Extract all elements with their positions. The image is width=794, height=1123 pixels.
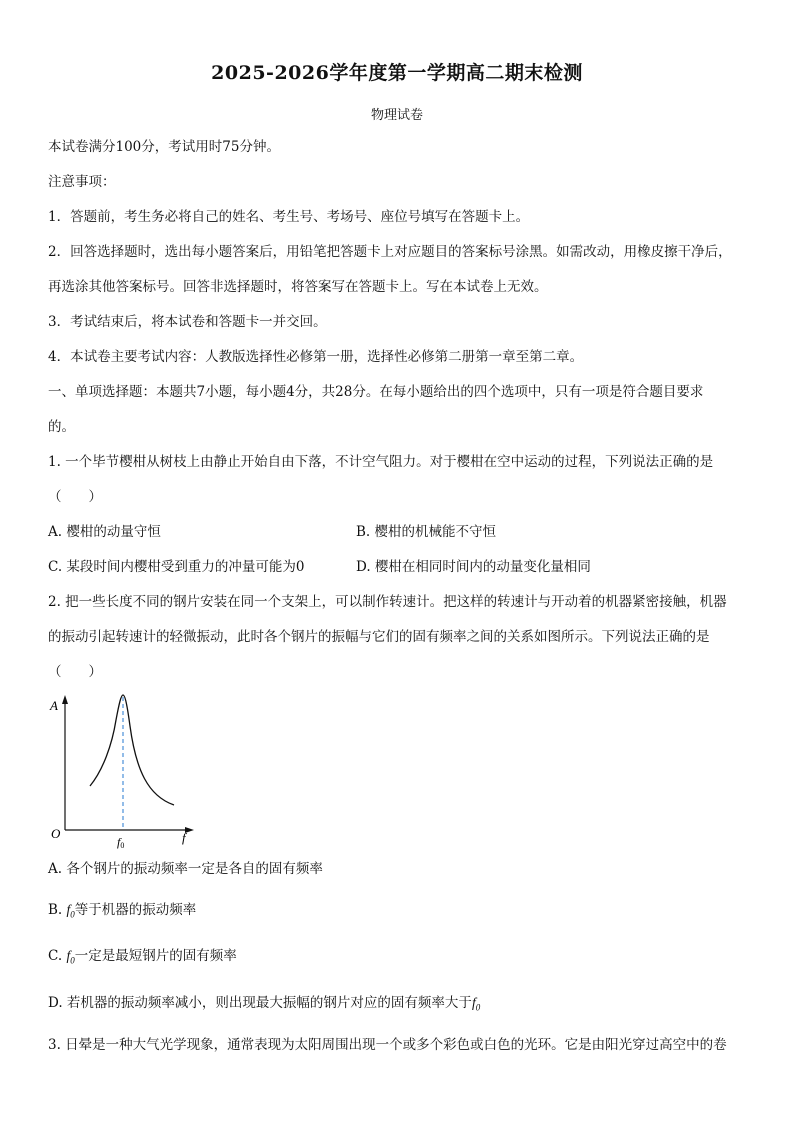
y-axis-arrow bbox=[62, 695, 68, 704]
q2-option-c-text: 一定是最短钢片的固有频率 bbox=[74, 948, 237, 964]
f0-symbol: $f_0$ bbox=[66, 948, 75, 966]
peak-label-f: f bbox=[117, 835, 121, 849]
exam-title: 2025-2026学年度第一学期高二期末检测 bbox=[211, 62, 583, 84]
q1-option-b: B. 樱柑的机械能不守恒 bbox=[356, 524, 497, 540]
q2-option-b-text: 等于机器的振动频率 bbox=[74, 902, 197, 918]
score-line: 本试卷满分100分，考试用时75分钟。 bbox=[48, 139, 280, 155]
q2-option-a: A. 各个钢片的振动频率一定是各自的固有频率 bbox=[48, 861, 323, 877]
peak-label-sub: 0 bbox=[120, 841, 125, 850]
q1-option-c: C. 某段时间内樱柑受到重力的冲量可能为0 bbox=[48, 559, 305, 575]
q2-option-b-prefix: B. bbox=[48, 902, 67, 918]
q1-option-a: A. 樱柑的动量守恒 bbox=[48, 524, 161, 540]
exam-subtitle: 物理试卷 bbox=[370, 108, 423, 123]
y-axis-label: A bbox=[50, 698, 58, 713]
q2-paren: （ ） bbox=[48, 664, 102, 680]
q2-option-d bbox=[48, 994, 480, 1017]
q2-stem-1: 2. 把一些长度不同的钢片安装在同一个支架上，可以制作转速计。把这样的转速计与开动着的机器紧密接触，机器 bbox=[48, 594, 727, 610]
q2-stem-2: 的振动引起转速计的轻微振动，此时各个钢片的振幅与它们的固有频率之间的关系如图所示。下列说法正确的是 bbox=[48, 629, 710, 645]
f0-symbol: $f_0$ bbox=[471, 995, 481, 1013]
section-1-line-2: 的。 bbox=[48, 419, 75, 435]
section-1-line-1: 一、单项选择题：本题共7小题，每小题4分，共28分。在每小题给出的四个选项中，只有一项是符合题目要求 bbox=[48, 384, 704, 400]
note-1: 1．答题前，考生务必将自己的姓名、考生号、考场号、座位号填写在答题卡上。 bbox=[48, 209, 530, 225]
peak-frequency-label bbox=[117, 835, 124, 850]
q2-option-c bbox=[48, 947, 237, 970]
origin-label: O bbox=[51, 826, 61, 841]
note-4: 4．本试卷主要考试内容：人教版选择性必修第一册，选择性必修第二册第一章至第二章。 bbox=[48, 349, 584, 365]
q2-option-d-text: D. 若机器的振动频率减小，则出现最大振幅的钢片对应的固有频率大于 bbox=[48, 995, 472, 1011]
resonance-curve-figure bbox=[48, 690, 208, 852]
x-axis-label: f bbox=[182, 830, 186, 845]
q1-stem: 1. 一个毕节樱柑从树枝上由静止开始自由下落，不计空气阻力。对于樱柑在空中运动的过程，下列说法正确的是 bbox=[48, 454, 714, 470]
q3-stem-1: 3. 日晕是一种大气光学现象，通常表现为太阳周围出现一个或多个彩色或白色的光环。它是由阳光穿过高空中的卷 bbox=[48, 1037, 727, 1053]
q2-option-c-prefix: C. bbox=[48, 948, 67, 964]
note-2b: 再选涂其他答案标号。回答非选择题时，将答案写在答题卡上。写在本试卷上无效。 bbox=[48, 279, 548, 295]
note-3: 3．考试结束后，将本试卷和答题卡一并交回。 bbox=[48, 314, 327, 330]
f0-symbol: $f_0$ bbox=[66, 902, 75, 920]
q1-paren: （ ） bbox=[48, 489, 102, 505]
resonance-curve bbox=[90, 695, 174, 805]
q1-option-d: D. 樱柑在相同时间内的动量变化量相同 bbox=[356, 559, 591, 575]
notes-heading: 注意事项： bbox=[48, 174, 116, 190]
note-2a: 2．回答选择题时，选出每小题答案后，用铅笔把答题卡上对应题目的答案标号涂黑。如需改动，用橡皮擦干净后， bbox=[48, 244, 732, 260]
x-axis-arrow bbox=[185, 827, 194, 833]
q2-option-b bbox=[48, 901, 196, 924]
